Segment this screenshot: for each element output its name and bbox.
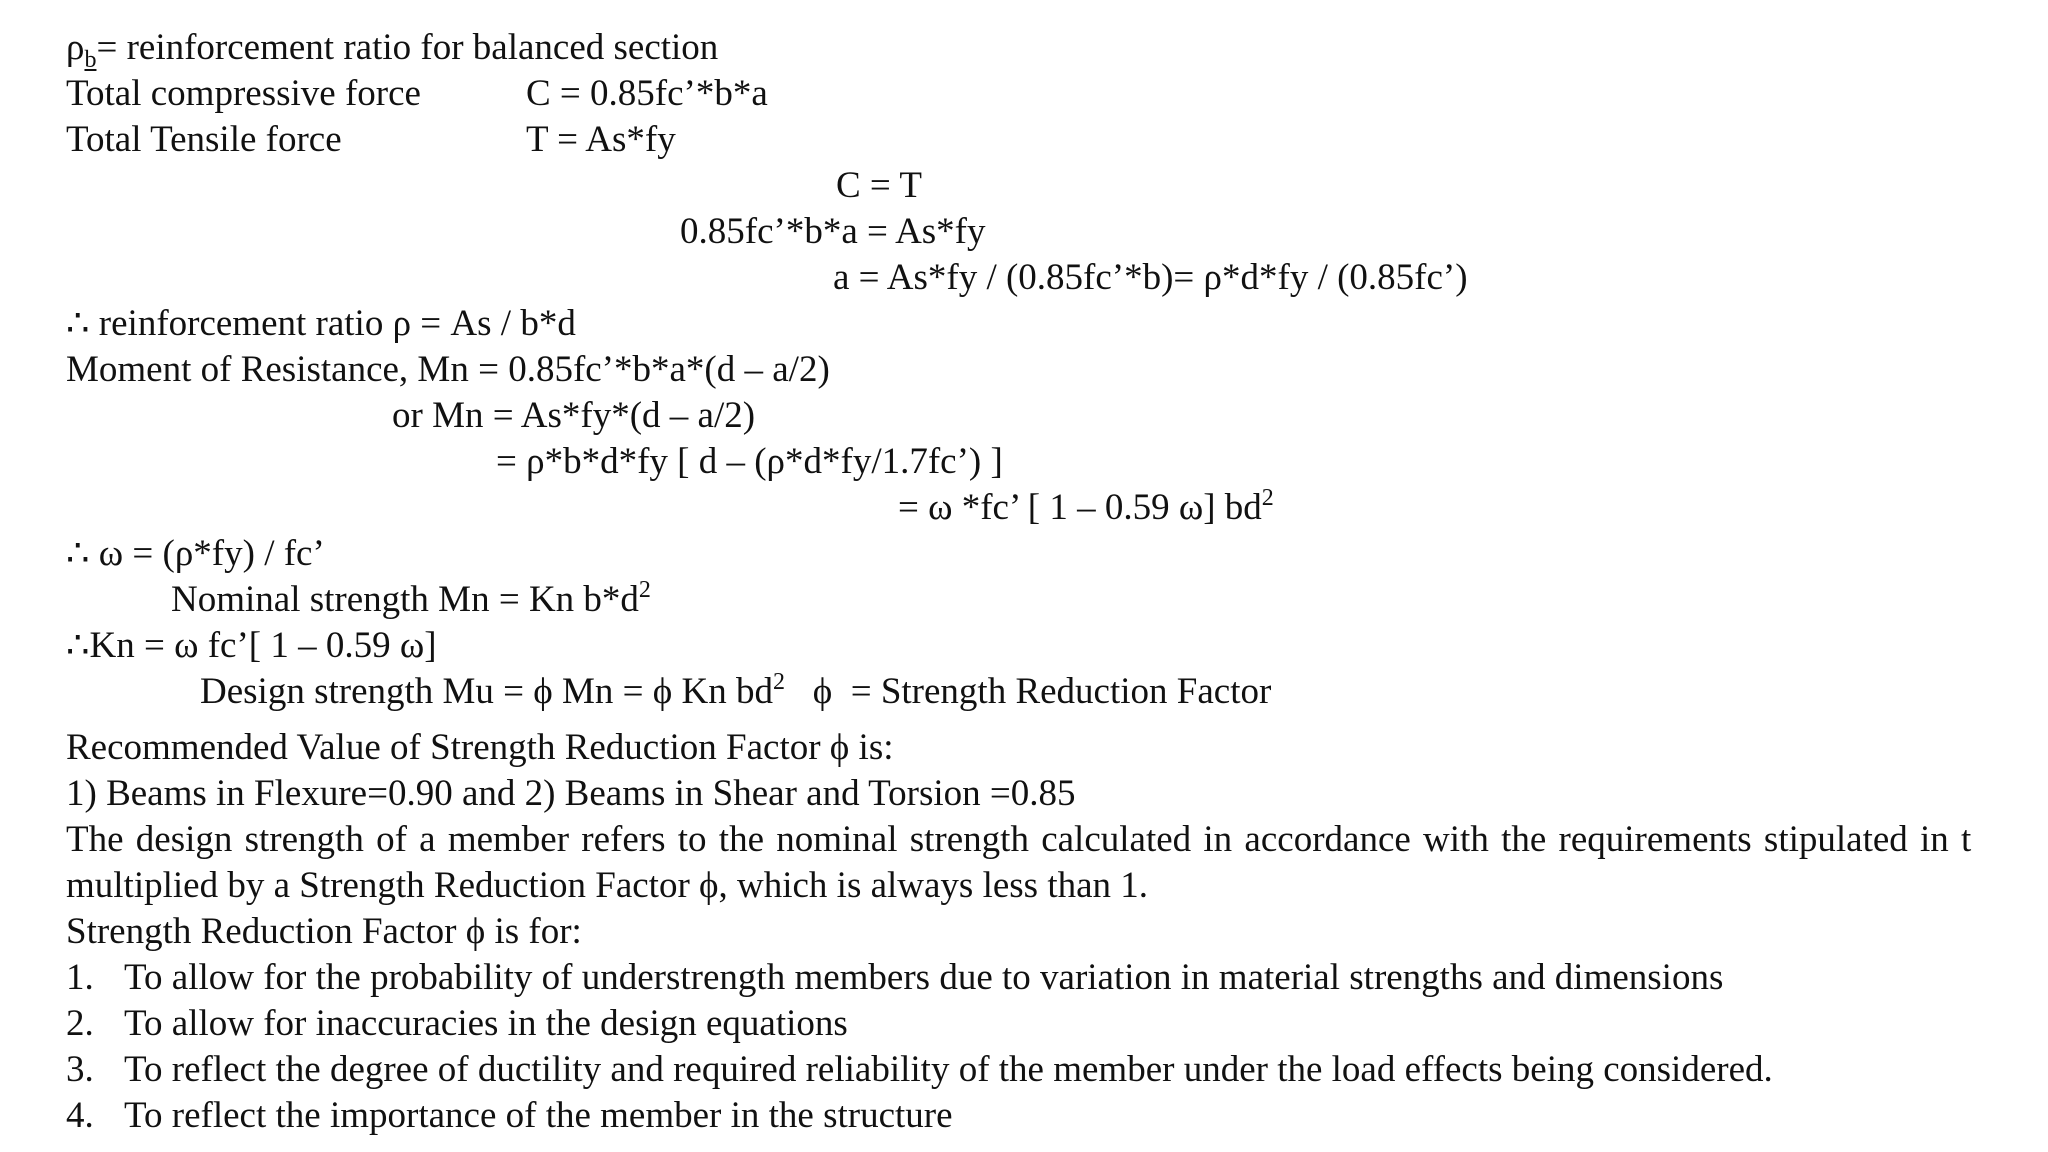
rho-symbol: ρ — [66, 27, 85, 68]
recommended-value-heading: Recommended Value of Strength Reduction Factor ϕ is: — [66, 727, 894, 768]
force-balance-equation: 0.85fc’*b*a = As*fy — [680, 211, 986, 252]
design-strength-equation — [200, 669, 1271, 719]
design-strength-superscript: 2 — [772, 669, 785, 695]
rho-bd-fy-equation: = ρ*b*d*fy [ d – (ρ*d*fy/1.7fc’) ] — [496, 441, 1003, 482]
list-item-number: 3. — [66, 1049, 94, 1090]
design-strength-paragraph-line-1: The design strength of a member refers to the nominal strength calculated in accordance with the requirements stipulated in t — [66, 819, 1972, 860]
moment-of-resistance-equation: Moment of Resistance, Mn = 0.85fc’*b*a*(d – a/2) — [66, 349, 830, 390]
srf-purpose-heading: Strength Reduction Factor ϕ is for: — [66, 911, 582, 952]
list-item — [66, 1047, 1773, 1093]
depth-a-equation: a = As*fy / (0.85fc’*b)= ρ*d*fy / (0.85fc’) — [833, 257, 1468, 298]
design-strength-tail: ϕ = Strength Reduction Factor — [784, 671, 1272, 712]
omega-fc-superscript: 2 — [1261, 485, 1274, 511]
rho-b-text: = reinforcement ratio for balanced section — [96, 27, 719, 68]
kn-equation: ∴Kn = ω fc’[ 1 – 0.59 ω] — [66, 625, 437, 666]
compressive-force-label: Total compressive force — [66, 73, 421, 114]
list-item — [66, 1001, 848, 1047]
design-strength-paragraph-line-2: multiplied by a Strength Reduction Factor ϕ, which is always less than 1. — [66, 865, 1149, 906]
nominal-strength-equation — [171, 577, 651, 627]
list-item-number: 4. — [66, 1095, 94, 1136]
omega-definition: ∴ ω = (ρ*fy) / fc’ — [66, 533, 325, 574]
list-item — [66, 1093, 953, 1139]
rho-subscript: b — [84, 47, 97, 73]
nominal-strength-superscript: 2 — [638, 577, 651, 603]
list-item-number: 2. — [66, 1003, 94, 1044]
list-item-text: To reflect the degree of ductility and required reliability of the member under the load effects being considered. — [124, 1049, 1773, 1090]
list-item — [66, 955, 1723, 1001]
design-strength-text: Design strength Mu = ϕ Mn = ϕ Kn bd — [200, 671, 773, 712]
tensile-force-label: Total Tensile force — [66, 119, 342, 160]
or-mn-equation: or Mn = As*fy*(d – a/2) — [392, 395, 756, 436]
reinforcement-ratio-equation: ∴ reinforcement ratio ρ = As / b*d — [66, 303, 576, 344]
omega-fc-text: = ω *fc’ [ 1 – 0.59 ω] bd — [898, 487, 1262, 528]
list-item-text: To allow for the probability of understrength members due to variation in material strengths and dimensions — [124, 957, 1724, 998]
beams-factors-line: 1) Beams in Flexure=0.90 and 2) Beams in Shear and Torsion =0.85 — [66, 773, 1076, 814]
c-equals-t-equation: C = T — [836, 165, 922, 206]
tensile-force-equation: T = As*fy — [526, 119, 676, 160]
compressive-force-equation: C = 0.85fc’*b*a — [526, 73, 768, 114]
list-item-text: To allow for inaccuracies in the design equations — [124, 1003, 848, 1044]
list-item-text: To reflect the importance of the member in the structure — [124, 1095, 953, 1136]
rho-b-definition — [66, 25, 718, 75]
nominal-strength-text: Nominal strength Mn = Kn b*d — [171, 579, 639, 620]
omega-fc-equation — [898, 485, 1274, 535]
list-item-number: 1. — [66, 957, 94, 998]
